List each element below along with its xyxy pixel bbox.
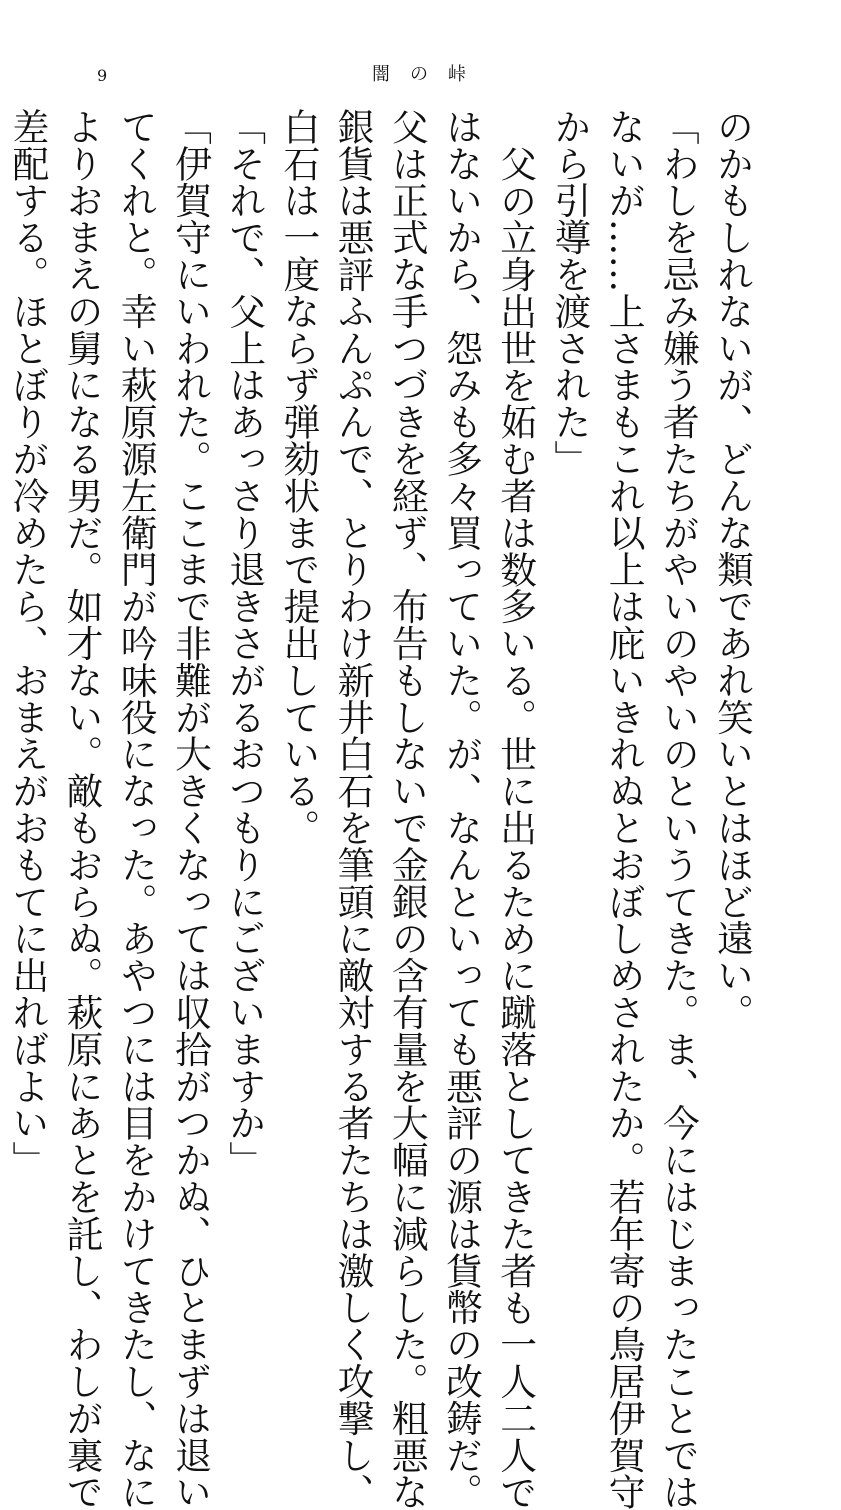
text-line-1: のかもしれないが、どんな類であれ笑いとはほど遠い。 [705, 108, 759, 1108]
page-number: 9 [97, 66, 107, 86]
text-line-9: 白石は一度ならず弾劾状まで提出している。 [271, 108, 325, 1108]
text-line-14: 差配する。ほとぼりが冷めたら、おまえがおもてに出ればよい」 [0, 108, 54, 1108]
text-line-7: 父は正式な手つづきを経ず、布告もしないで金銀の含有量を大幅に減らした。粗悪な [380, 108, 434, 1108]
text-line-3: ないが……上さまもこれ以上は庇いきれぬとおぼしめされたか。若年寄の鳥居伊賀守 [596, 108, 650, 1108]
running-title: 闇の峠 [372, 64, 486, 86]
text-line-6: はないから、怨みも多々買っていた。が、なんといっても悪評の源は貨幣の改鋳だ。 [434, 108, 488, 1108]
text-line-8: 銀貨は悪評ふんぷんで、とりわけ新井白石を筆頭に敵対する者たちは激しく攻撃し、 [325, 108, 379, 1108]
body-text [99, 108, 759, 1108]
text-line-12: てくれと。幸い萩原源左衛門が吟味役になった。あやつには目をかけてきたし、なに [109, 108, 163, 1108]
text-line-2: 「わしを忌み嫌う者たちがやいのやいのというてきた。ま、今にはじまったことでは [651, 108, 705, 1108]
text-line-13: よりおまえの舅になる男だ。如才ない。敵もおらぬ。萩原にあとを託し、わしが裏で [54, 108, 108, 1108]
text-line-10: 「それで、父上はあっさり退きさがるおつもりにございますか」 [217, 108, 271, 1108]
text-line-11: 「伊賀守にいわれた。ここまで非難が大きくなっては収拾がつかぬ、ひとまずは退い [163, 108, 217, 1108]
text-line-4: から引導を渡された」 [542, 108, 596, 1108]
text-line-5: 父の立身出世を妬む者は数多いる。世に出るために蹴落としてきた者も一人二人で [488, 108, 542, 1108]
